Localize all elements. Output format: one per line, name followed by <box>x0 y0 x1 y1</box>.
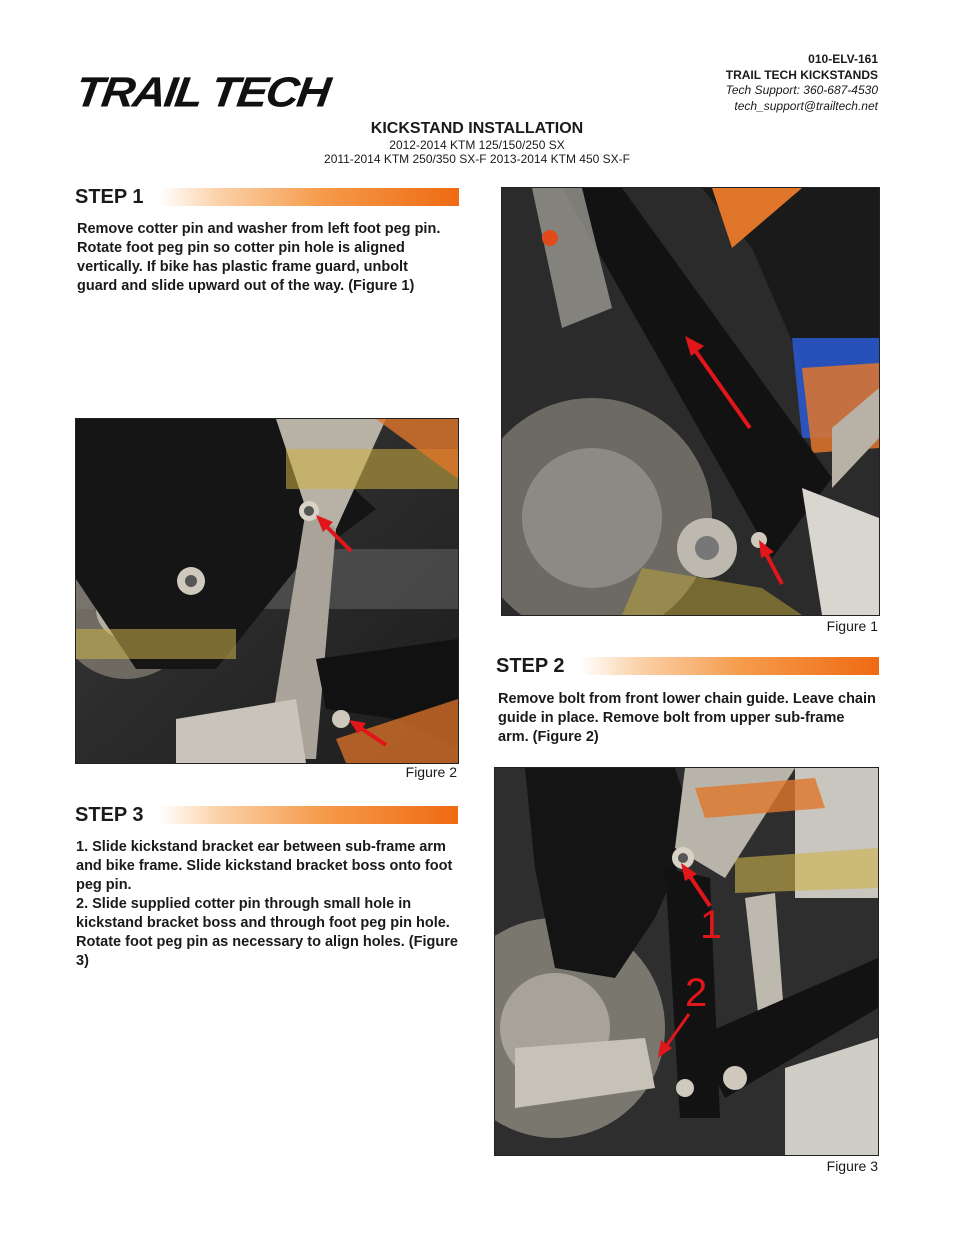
figure-3-marker-1: 1 <box>700 903 723 947</box>
step-3-bar <box>159 806 458 824</box>
part-number: 010-ELV-161 <box>808 52 878 66</box>
document-title: KICKSTAND INSTALLATION <box>370 120 584 137</box>
step-3-label: STEP 3 <box>75 804 144 826</box>
document-title-block <box>0 120 954 166</box>
support-email: tech_support@trailtech.net <box>734 98 878 113</box>
figure-3-illustration <box>495 768 878 1155</box>
figure-1-caption: Figure 1 <box>826 618 878 634</box>
figure-2-caption: Figure 2 <box>405 764 457 780</box>
document-meta <box>726 52 878 114</box>
step-1-bar <box>159 188 459 206</box>
step-2-text: Remove bolt from front lower chain guide. Leave chain guide in place. Remove bolt from upper sub-frame arm. (Figure 2) <box>498 691 876 745</box>
support-phone: Tech Support: 360-687-4530 <box>725 83 878 97</box>
step-2-heading <box>496 655 879 677</box>
figure-1-illustration <box>502 188 879 615</box>
trail-tech-logo <box>72 68 406 116</box>
step-3-line-2: 2. Slide supplied cotter pin through small hole in kickstand bracket boss and through foot peg pin hole. Rotate foot peg pin as necessary to align holes. (Figure 3) <box>76 896 458 969</box>
step-1-label: STEP 1 <box>75 186 144 208</box>
step-2-label: STEP 2 <box>496 655 565 677</box>
figure-3-caption: Figure 3 <box>826 1158 878 1174</box>
figure-3-photo <box>494 767 879 1156</box>
step-1-text: Remove cotter pin and washer from left foot peg pin. Rotate foot peg pin so cotter pin hole is aligned vertically. If bike has plastic frame guard, unbolt guard and slide upward out of the way. (Figure 1) <box>77 221 441 294</box>
step-1-heading <box>75 186 459 208</box>
step-3-heading <box>75 804 458 826</box>
figure-2-illustration <box>76 419 458 763</box>
figure-1-photo <box>501 187 880 616</box>
step-3-line-1: 1. Slide kickstand bracket ear between sub-frame arm and bike frame. Slide kickstand bracket boss onto foot peg pin. <box>76 839 453 893</box>
models-line-2: 2011-2014 KTM 250/350 SX-F 2013-2014 KTM 450 SX-F <box>324 152 630 166</box>
step-3-text <box>76 838 458 971</box>
figure-2-photo <box>75 418 459 764</box>
product-line: TRAIL TECH KICKSTANDS <box>725 67 878 82</box>
models-line-1: 2012-2014 KTM 125/150/250 SX <box>389 138 565 152</box>
step-2-bar <box>580 657 879 675</box>
figure-3-marker-2: 2 <box>685 971 708 1015</box>
logo-text: TRAIL TECH <box>72 68 332 116</box>
